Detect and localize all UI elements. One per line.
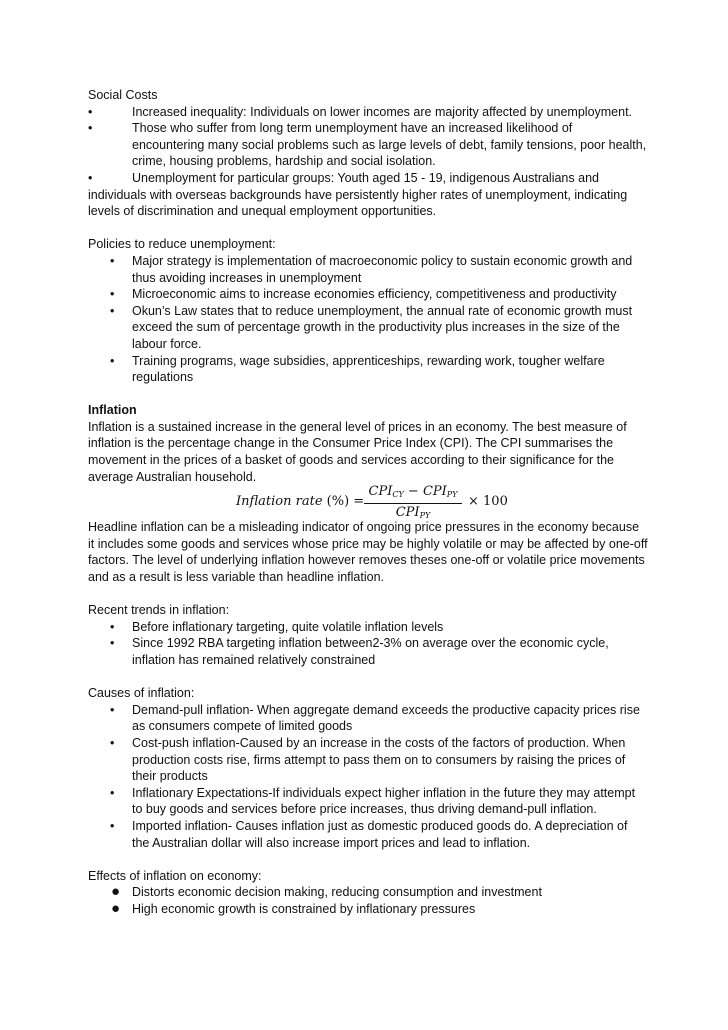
bullet-icon: • xyxy=(110,619,115,634)
list-item: ● Distorts economic decision making, reducing consumption and investment xyxy=(111,883,542,901)
social-costs-heading: Social Costs xyxy=(88,88,158,102)
bullet-icon: • xyxy=(110,353,115,368)
bullet-icon: • xyxy=(110,702,115,717)
list-item: • Inflationary Expectations-If individuals expect higher inflation in the future they may attempt to buy goods and services before price increases, thus driving demand-pull inflation. xyxy=(110,785,636,817)
formula-lhs: Inflation rate (%) = xyxy=(236,494,365,510)
list-item: • Increased inequality: Individuals on lower incomes are majority affected by unemployment. xyxy=(88,104,633,119)
inflation-formula xyxy=(88,483,648,519)
effects-heading: Effects of inflation on economy: xyxy=(88,868,262,883)
list-item: • Training programs, wage subsidies, apprenticeships, rewarding work, tougher welfare regulations xyxy=(110,353,605,385)
inflation-definition: Inflation is a sustained increase in the general level of prices in an economy. The best measure of inflation is the percentage change in the Consumer Price Index (CPI). The CPI summarises the movement in the prices of a basket of goods and services according to their significance for the average Australian household. xyxy=(88,419,627,484)
headline-inflation-text: Headline inflation can be a misleading indicator of ongoing price pressures in the economy because it includes some goods and services whose price may be highly volatile or may be affected by one-off factors. The level of underlying inflation however removes theses one-off or volatile price movements and as a result is less variable than headline inflation. xyxy=(88,520,648,585)
list-item: • Okun’s Law states that to reduce unemployment, the annual rate of economic growth must exceed the sum of percentage growth in the productivity plus increases in the size of the labour force. xyxy=(110,303,633,351)
recent-trends-heading: Recent trends in inflation: xyxy=(88,603,230,618)
formula-rhs: × 100 xyxy=(468,494,508,510)
effects-list xyxy=(88,884,648,917)
document-body xyxy=(88,87,648,918)
causes-list xyxy=(88,702,648,851)
bullet-icon: • xyxy=(110,785,115,800)
list-item: • Major strategy is implementation of macroeconomic policy to sustain economic growth and thus avoiding increases in unemployment xyxy=(110,253,633,285)
causes-heading: Causes of inflation: xyxy=(88,686,195,701)
formula-denominator: $CPI_{PY}$ xyxy=(395,505,431,521)
list-item: • Cost-push inflation-Caused by an increase in the costs of the factors of production. When production costs rise, firms attempt to pass them on to consumers by raising the prices of their products xyxy=(110,735,626,784)
bullet-icon: • xyxy=(110,735,115,750)
bullet-icon: ● xyxy=(111,883,121,901)
social-costs-list xyxy=(88,104,648,220)
recent-trends-list xyxy=(88,619,648,669)
bullet-icon: • xyxy=(110,636,115,651)
bullet-icon: • xyxy=(110,253,115,268)
bullet-icon: • xyxy=(88,121,93,136)
list-item: • Since 1992 RBA targeting inflation between2-3% on average over the economic cycle, inflation has remained relatively constrained xyxy=(110,636,609,667)
list-item: • Demand-pull inflation- When aggregate demand exceeds the productive capacity prices rise as consumers compete of limited goods xyxy=(110,702,640,734)
list-item: • Those who suffer from long term unemployment have an increased likelihood of encountering many social problems such as large levels of debt, family tensions, poor health, crime, housing problems, hardship and social isolation. xyxy=(88,121,647,169)
inflation-heading: Inflation xyxy=(88,403,137,418)
list-item: • Before inflationary targeting, quite volatile inflation levels xyxy=(110,619,444,634)
bullet-icon: ● xyxy=(111,899,121,917)
formula-numerator: $CPI_{CY} - CPI_{PY}$ xyxy=(364,483,462,504)
policies-heading: Policies to reduce unemployment: xyxy=(88,237,276,252)
bullet-icon: • xyxy=(110,303,115,318)
bullet-icon: • xyxy=(110,818,115,833)
formula-fraction xyxy=(364,483,462,524)
list-item: • Microeconomic aims to increase economies efficiency, competitiveness and productivity xyxy=(110,287,617,302)
list-item: ● High economic growth is constrained by inflationary pressures xyxy=(111,899,476,917)
list-item: • Imported inflation- Causes inflation just as domestic produced goods do. A depreciation of the Australian dollar will also increase import prices and lead to inflation. xyxy=(110,818,628,850)
bullet-icon: • xyxy=(88,104,93,119)
policies-list xyxy=(88,253,648,386)
list-item: • Unemployment for particular groups: Youth aged 15 - 19, indigenous Australians and individuals with overseas backgrounds have persistently higher rates of unemployment, indicating levels of discrimination and unequal employment opportunities. xyxy=(88,170,628,219)
bullet-icon: • xyxy=(110,287,115,302)
bullet-icon: • xyxy=(88,170,93,185)
